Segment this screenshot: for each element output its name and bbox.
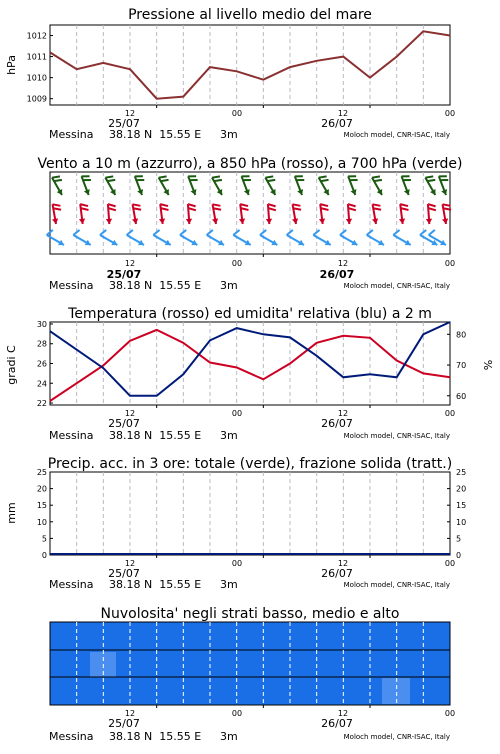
y-tick-label: 22 bbox=[37, 399, 47, 408]
pressure-yticks bbox=[27, 32, 53, 104]
y-tick-label: 1011 bbox=[27, 53, 47, 62]
temperature-x-axis bbox=[108, 409, 455, 430]
pressure-ylabel: hPa bbox=[5, 55, 18, 75]
station-info bbox=[49, 279, 450, 292]
cloud-light-patch bbox=[382, 678, 410, 704]
wind-panel bbox=[37, 156, 462, 292]
y-tick-label: 25 bbox=[456, 468, 466, 477]
date-label: 26/07 bbox=[321, 567, 353, 580]
x-tick-label: 12 bbox=[338, 559, 348, 568]
station-info bbox=[49, 429, 450, 442]
y-tick-label: 1012 bbox=[27, 32, 47, 41]
y-tick-label: 5 bbox=[456, 534, 461, 543]
cloud-title: Nuvolosita' negli strati basso, medio e alto bbox=[101, 606, 400, 622]
y-tick-label: 60 bbox=[456, 392, 466, 401]
x-tick-label: 12 bbox=[125, 409, 135, 418]
wind-x-axis bbox=[107, 259, 455, 281]
date-label: 26/07 bbox=[321, 417, 353, 430]
x-tick-label: 00 bbox=[445, 109, 455, 118]
model-credit: Moloch model, CNR-ISAC, Italy bbox=[344, 282, 450, 290]
x-tick-label: 00 bbox=[232, 709, 242, 718]
temperature-ylabel: gradi C bbox=[5, 345, 18, 385]
x-tick-label: 12 bbox=[125, 709, 135, 718]
x-tick-label: 12 bbox=[338, 109, 348, 118]
y-tick-label: 1009 bbox=[27, 95, 47, 104]
station-name: Messina bbox=[49, 279, 94, 292]
x-tick-label: 00 bbox=[445, 559, 455, 568]
station-coords: 38.18 N 15.55 E bbox=[109, 429, 201, 442]
station-name: Messina bbox=[49, 730, 94, 743]
temperature-frame bbox=[50, 322, 450, 405]
pressure-x-axis bbox=[108, 109, 455, 130]
x-tick-label: 00 bbox=[445, 709, 455, 718]
y-tick-label: 1010 bbox=[27, 74, 47, 83]
x-tick-label: 00 bbox=[232, 409, 242, 418]
station-altitude: 3m bbox=[220, 429, 238, 442]
y-tick-label: 0 bbox=[456, 551, 461, 560]
station-altitude: 3m bbox=[220, 279, 238, 292]
station-coords: 38.18 N 15.55 E bbox=[109, 128, 201, 141]
y-tick-label: 20 bbox=[456, 485, 466, 494]
y-tick-label: 80 bbox=[456, 330, 466, 339]
x-tick-label: 00 bbox=[445, 409, 455, 418]
station-coords: 38.18 N 15.55 E bbox=[109, 279, 201, 292]
y-tick-label: 10 bbox=[37, 518, 47, 527]
date-label: 26/07 bbox=[320, 268, 355, 281]
date-label: 26/07 bbox=[321, 717, 353, 730]
y-tick-label: 30 bbox=[37, 320, 47, 329]
x-tick-label: 12 bbox=[125, 259, 135, 268]
model-credit: Moloch model, CNR-ISAC, Italy bbox=[344, 432, 450, 440]
humidity-ylabel: % bbox=[482, 360, 495, 370]
x-tick-label: 00 bbox=[445, 259, 455, 268]
date-label: 25/07 bbox=[108, 117, 140, 130]
y-tick-label: 25 bbox=[37, 468, 47, 477]
precip-ylabel: mm bbox=[5, 502, 18, 523]
station-info bbox=[49, 730, 450, 743]
x-tick-label: 00 bbox=[232, 109, 242, 118]
station-altitude: 3m bbox=[220, 730, 238, 743]
precip-frame bbox=[50, 472, 450, 555]
station-name: Messina bbox=[49, 578, 94, 591]
x-tick-label: 12 bbox=[338, 259, 348, 268]
date-label: 25/07 bbox=[108, 717, 140, 730]
station-info bbox=[49, 578, 450, 591]
model-credit: Moloch model, CNR-ISAC, Italy bbox=[344, 581, 450, 589]
station-name: Messina bbox=[49, 429, 94, 442]
x-tick-label: 12 bbox=[125, 109, 135, 118]
x-tick-label: 12 bbox=[338, 409, 348, 418]
precip-x-axis bbox=[108, 559, 455, 580]
wind-title: Vento a 10 m (azzurro), a 850 hPa (rosso), a 700 hPa (verde) bbox=[37, 156, 462, 172]
cloud-x-axis bbox=[108, 709, 455, 730]
x-tick-label: 12 bbox=[125, 559, 135, 568]
station-altitude: 3m bbox=[220, 128, 238, 141]
station-altitude: 3m bbox=[220, 578, 238, 591]
y-tick-label: 15 bbox=[37, 501, 47, 510]
date-label: 25/07 bbox=[107, 268, 142, 281]
y-tick-label: 26 bbox=[37, 360, 47, 369]
x-tick-label: 00 bbox=[232, 559, 242, 568]
date-label: 25/07 bbox=[108, 417, 140, 430]
y-tick-label: 28 bbox=[37, 340, 47, 349]
y-tick-label: 0 bbox=[42, 551, 47, 560]
pressure-title: Pressione al livello medio del mare bbox=[128, 7, 372, 23]
y-tick-label: 5 bbox=[42, 534, 47, 543]
y-tick-label: 15 bbox=[456, 501, 466, 510]
cloud-panel bbox=[49, 606, 455, 743]
station-coords: 38.18 N 15.55 E bbox=[109, 730, 201, 743]
station-info bbox=[49, 128, 450, 141]
station-name: Messina bbox=[49, 128, 94, 141]
y-tick-label: 10 bbox=[456, 518, 466, 527]
y-tick-label: 70 bbox=[456, 361, 466, 370]
pressure-panel bbox=[5, 7, 455, 141]
y-tick-label: 24 bbox=[37, 379, 47, 388]
x-tick-label: 12 bbox=[338, 709, 348, 718]
x-tick-label: 00 bbox=[232, 259, 242, 268]
station-coords: 38.18 N 15.55 E bbox=[109, 578, 201, 591]
temperature-panel bbox=[5, 306, 495, 442]
precip-title: Precip. acc. in 3 ore: totale (verde), frazione solida (tratt.) bbox=[48, 456, 452, 472]
model-credit: Moloch model, CNR-ISAC, Italy bbox=[344, 733, 450, 741]
model-credit: Moloch model, CNR-ISAC, Italy bbox=[344, 131, 450, 139]
y-tick-label: 20 bbox=[37, 485, 47, 494]
date-label: 25/07 bbox=[108, 567, 140, 580]
date-label: 26/07 bbox=[321, 117, 353, 130]
temperature-title: Temperatura (rosso) ed umidita' relativa (blu) a 2 m bbox=[67, 306, 432, 322]
precip-panel bbox=[5, 456, 466, 591]
